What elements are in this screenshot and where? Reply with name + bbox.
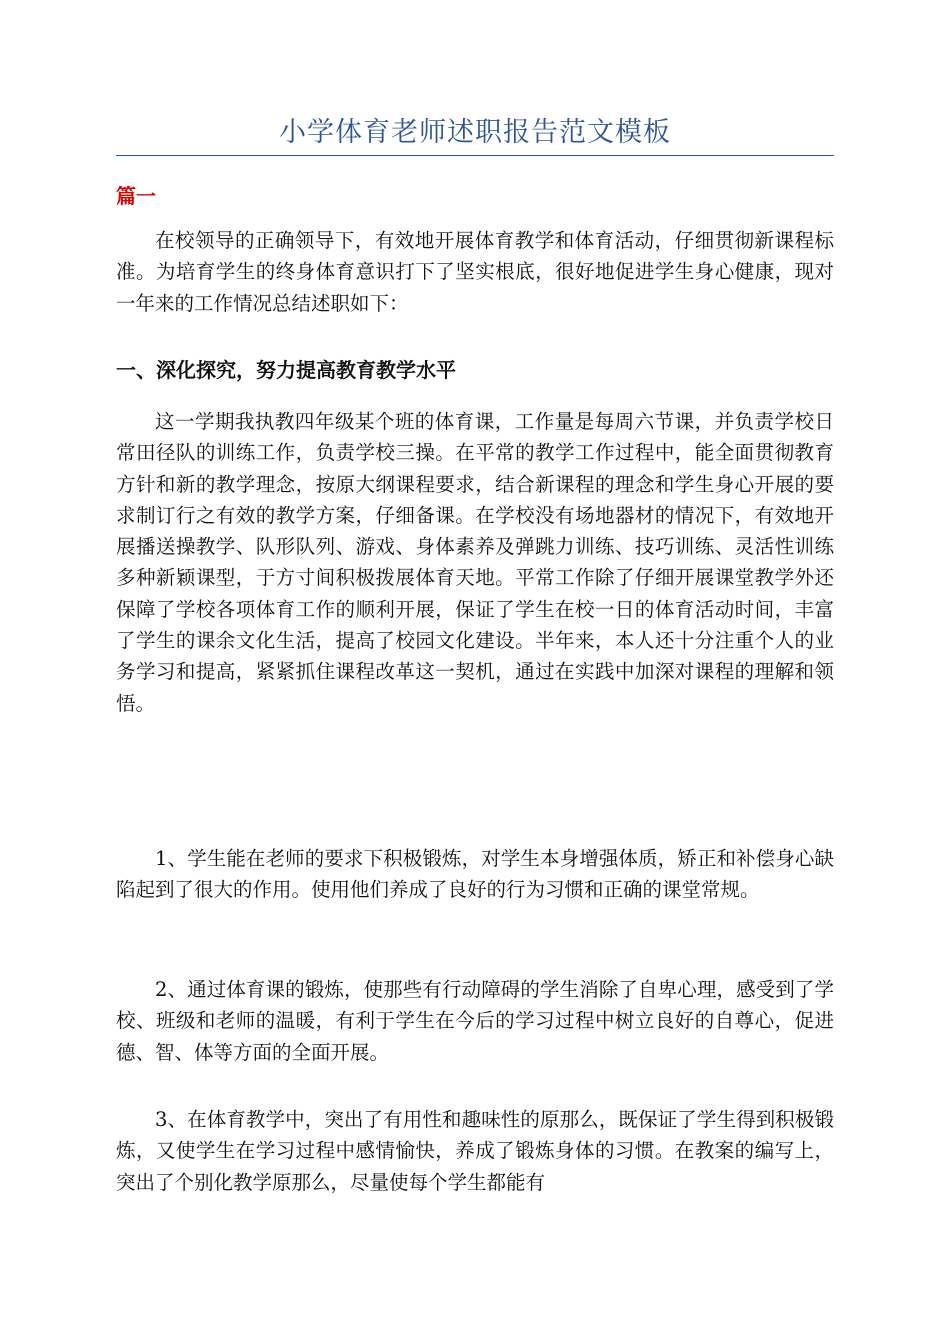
section-heading: 一、深化探究，努力提高教育教学水平 [116, 358, 456, 382]
title-underline [116, 155, 834, 156]
list-item-2: 2、通过体育课的锻炼，使那些有行动障碍的学生消除了自卑心理，感受到了学校、班级和老师的温暖，有利于学生在今后的学习过程中树立良好的自尊心，促进德、智、体等方面的全面开展。 [116, 978, 834, 1064]
main-paragraph: 这一学期我执教四年级某个班的体育课，工作量是每周六节课，并负责学校日常田径队的训练工作，负责学校三操。在平常的教学工作过程中，能全面贯彻教育方针和新的教学理念，按原大纲课程要求，结合新课程的理念和学生身心开展的要求制订行之有效的教学方案，仔细备课。在学校没有场地器材的情况下，有效地开展播送操教学、队形队列、游戏、身体素养及弹跳力训练、技巧训练、灵活性训练多种新颖课型，于方寸间积极拨展体育天地。平常工作除了仔细开展课堂教学外还保障了学校各项体育工作的顺利开展，保证了学生在校一日的体育活动时间，丰富了学生的课余文化生活，提高了校园文化建设。半年来，本人还十分注重个人的业务学习和提高，紧紧抓住课程改革这一契机，通过在实践中加深对课程的理解和领悟。 [116, 410, 834, 715]
section-label: 篇一 [116, 184, 156, 208]
document-title: 小学体育老师述职报告范文模板 [279, 117, 671, 148]
list-item-3: 3、在体育教学中，突出了有用性和趣味性的原那么，既保证了学生得到积极锻炼，又使学生在学习过程中感情愉快，养成了锻炼身体的习惯。在教案的编写上，突出了个别化教学原那么，尽量使每个学生都能有 [116, 1108, 834, 1194]
intro-paragraph: 在校领导的正确领导下，有效地开展体育教学和体育活动，仔细贯彻新课程标准。为培育学生的终身体育意识打下了坚实根底，很好地促进学生身心健康，现对一年来的工作情况总结述职如下： [116, 229, 834, 315]
list-item-1: 1、学生能在老师的要求下积极锻炼，对学生本身增强体质，矫正和补偿身心缺陷起到了很大的作用。使用他们养成了良好的行为习惯和正确的课堂常规。 [116, 847, 834, 902]
